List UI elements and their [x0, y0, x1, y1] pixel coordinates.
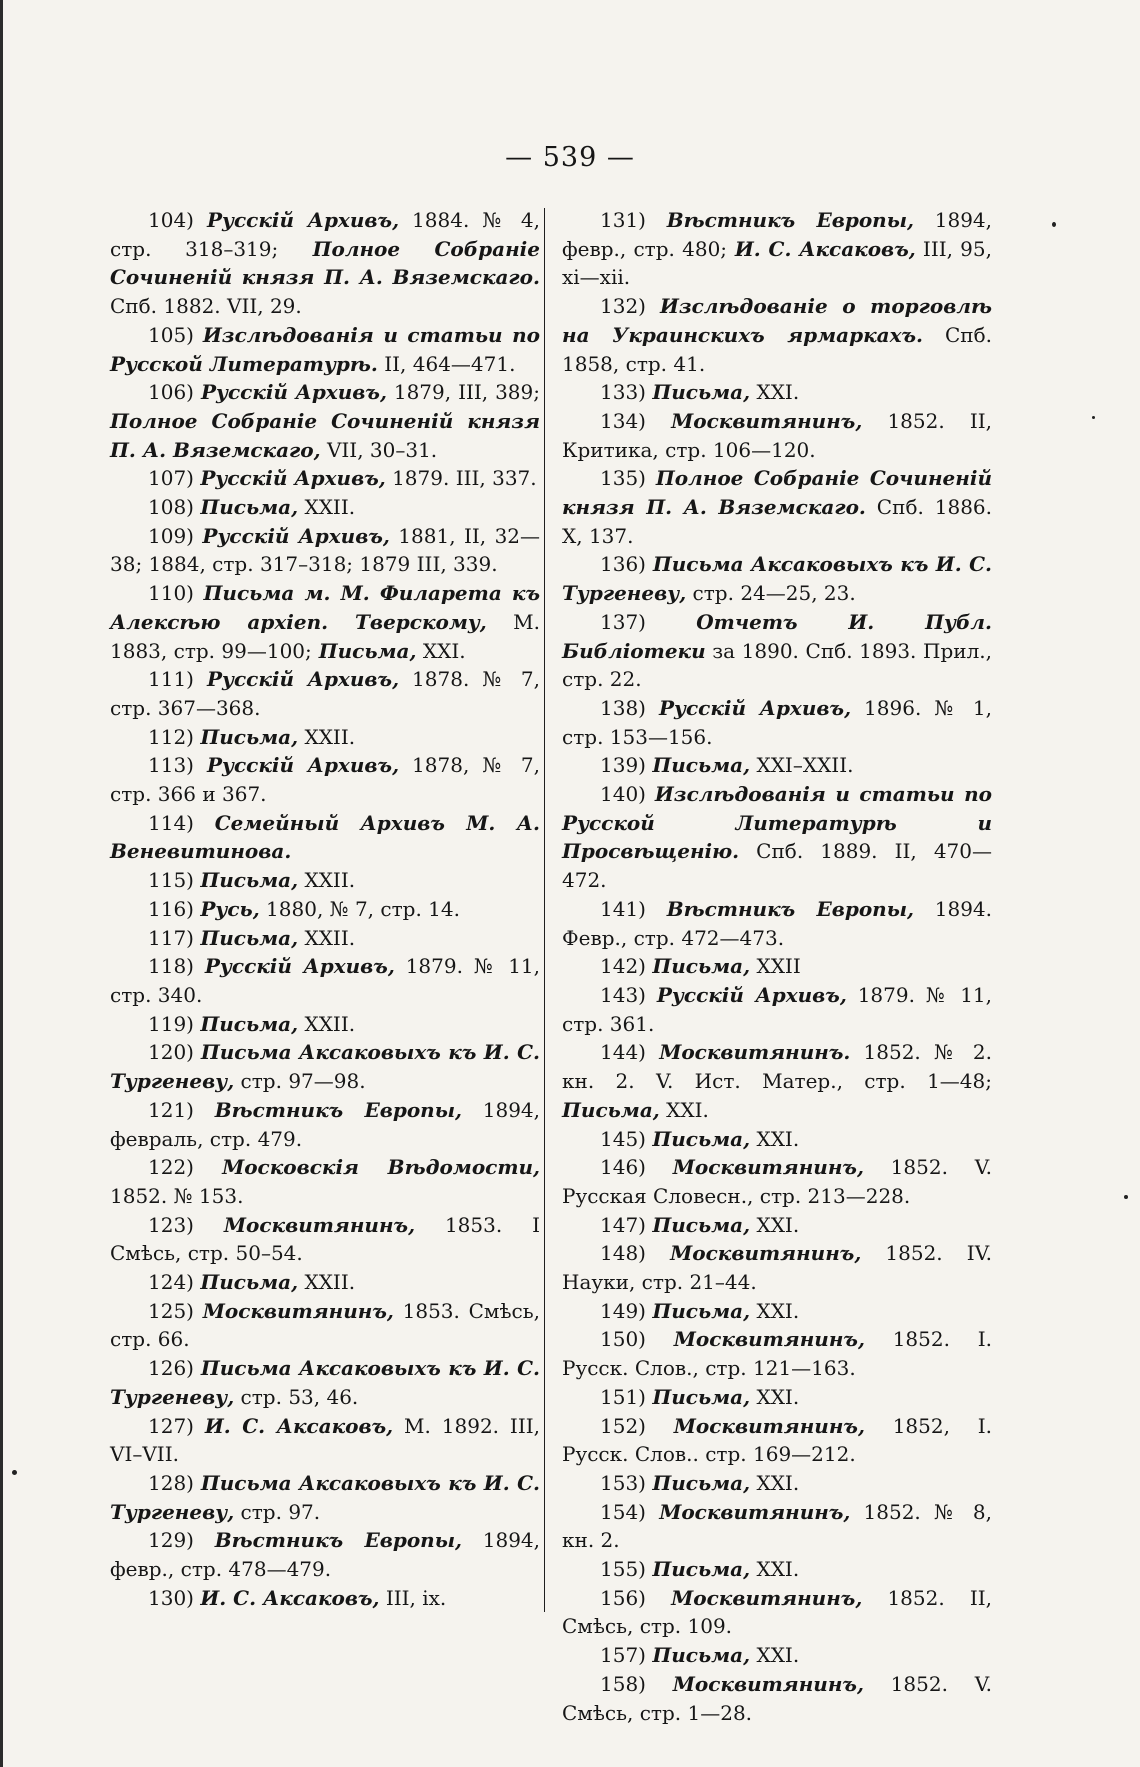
footnote-details: XXII.	[298, 925, 356, 950]
footnote-source: Полное Собраніе Сочиненій князя П. А. Вяземскаго.	[562, 466, 992, 520]
footnote-details: М. 1883, стр. 99—100;	[110, 609, 540, 663]
footnote-entry	[110, 809, 540, 866]
footnote-entry	[562, 1325, 992, 1382]
footnote-number: 141)	[600, 896, 646, 921]
footnote-number: 138)	[600, 695, 646, 720]
footnote-source: Письма,	[652, 1643, 751, 1668]
footnote-details: III, 95, xi—xii.	[562, 236, 992, 290]
footnote-details: XXI.	[750, 1126, 800, 1151]
footnote-entry	[110, 1096, 540, 1153]
footnote-details: XXII.	[298, 495, 356, 520]
footnote-number: 139)	[600, 753, 646, 778]
footnote-details: 1852. II, Критика, стр. 106—120.	[562, 408, 992, 462]
footnote-details: 1853. I Смѣсь, стр. 50–54.	[110, 1212, 541, 1266]
footnote-details: 1852, I. Русск. Слов.. стр. 169—212.	[562, 1413, 992, 1467]
footnote-number: 150)	[600, 1327, 646, 1352]
footnote-entry	[562, 464, 992, 550]
footnote-source: Русскій Архивъ,	[204, 954, 395, 979]
footnote-entry	[110, 866, 540, 895]
footnote-source: Москвитянинъ,	[671, 408, 863, 433]
footnote-details: 1878. № 7, стр. 367—368.	[110, 667, 540, 720]
footnote-entry	[562, 1670, 992, 1727]
footnote-details: 1884. № 4, стр. 318–319;	[110, 208, 540, 261]
ink-speck	[1124, 1195, 1128, 1199]
footnote-number: 127)	[148, 1413, 194, 1438]
footnote-number: 135)	[600, 466, 646, 491]
footnote-source: Письма,	[652, 1298, 751, 1323]
footnote-number: 109)	[148, 523, 194, 548]
footnote-details: XXII.	[298, 1011, 356, 1036]
footnote-number: 145)	[600, 1126, 646, 1151]
footnote-source: Русскій Архивъ,	[200, 380, 387, 405]
footnote-source: И. С. Аксаковъ,	[204, 1413, 394, 1438]
footnote-number: 143)	[600, 982, 646, 1007]
footnote-source: Письма,	[652, 954, 751, 979]
footnote-source: Письма,	[652, 753, 751, 778]
footnote-details: 1879. № 11, стр. 361.	[562, 982, 993, 1036]
footnote-details: XXI.	[750, 1212, 800, 1237]
footnote-source: Москвитянинъ,	[202, 1298, 394, 1323]
footnote-entry	[110, 1010, 540, 1039]
footnote-source: Москвитянинъ,	[673, 1413, 865, 1438]
footnote-source: Вѣстникъ Европы,	[666, 896, 915, 921]
footnote-source: Письма,	[652, 1557, 751, 1582]
footnote-number: 125)	[148, 1298, 194, 1323]
footnote-details: 1852. V. Русская Словесн., стр. 213—228.	[562, 1155, 992, 1208]
footnote-source: Письма,	[200, 1011, 299, 1036]
footnote-details: 1879. III, 337.	[385, 466, 537, 491]
ink-speck	[1052, 222, 1056, 227]
footnote-source: И. С. Аксаковъ,	[200, 1585, 380, 1610]
footnote-source: Письма,	[200, 868, 299, 893]
footnote-entry	[562, 1239, 992, 1296]
footnote-details: 1853. Смѣсь, стр. 66.	[110, 1298, 540, 1352]
footnote-number: 154)	[600, 1499, 646, 1524]
footnote-number: 115)	[148, 868, 194, 893]
footnote-number: 137)	[600, 609, 646, 634]
footnote-number: 156)	[600, 1585, 646, 1610]
footnote-entry	[562, 1498, 992, 1555]
footnote-source: Письма Аксаковыхъ къ И. С. Тургеневу,	[110, 1356, 540, 1409]
footnote-number: 136)	[600, 552, 646, 577]
footnote-source: Русскій Архивъ,	[659, 695, 852, 720]
footnote-entry	[110, 321, 540, 378]
footnote-source: Письма Аксаковыхъ къ И. С. Тургеневу,	[110, 1040, 540, 1094]
footnote-details: XXI.	[750, 380, 800, 405]
footnote-details: 1894, февраль, стр. 479.	[110, 1097, 540, 1151]
footnote-details: XXI.	[750, 1384, 800, 1409]
footnote-entry	[562, 608, 992, 694]
footnote-source: Вѣстникъ Европы,	[214, 1097, 463, 1122]
footnote-source: Семейный Архивъ М. А. Веневитинова.	[110, 810, 540, 864]
footnote-source: Москвитянинъ,	[672, 1671, 864, 1696]
footnote-number: 106)	[148, 380, 194, 405]
footnote-source: Письма,	[562, 1097, 660, 1122]
footnote-details: 1894. Февр., стр. 472—473.	[562, 896, 992, 950]
footnote-details: XXI.	[750, 1643, 800, 1668]
footnote-number: 133)	[600, 380, 646, 405]
footnote-number: 113)	[148, 753, 194, 778]
footnote-entry	[110, 1526, 540, 1583]
footnote-number: 134)	[600, 408, 646, 433]
footnote-entry	[562, 206, 992, 292]
footnote-details: 1881, II, 32—38; 1884, стр. 317–318; 1879 III, 339.	[110, 523, 541, 577]
footnote-details: 1894, февр., стр. 480;	[562, 208, 992, 261]
footnote-number: 104)	[148, 208, 194, 232]
footnote-number: 110)	[148, 581, 194, 606]
footnote-number: 130)	[148, 1585, 194, 1610]
footnote-number: 107)	[148, 466, 194, 491]
footnote-source: Письма,	[200, 925, 299, 950]
left-column	[110, 206, 540, 1612]
footnote-details: XXII.	[298, 724, 356, 749]
footnote-number: 152)	[600, 1413, 646, 1438]
footnote-source: Русскій Архивъ,	[207, 753, 400, 778]
footnote-entry	[562, 780, 992, 895]
footnote-number: 131)	[600, 208, 646, 232]
footnote-source: Письма,	[200, 495, 299, 520]
footnote-entry	[562, 292, 992, 378]
footnote-entry	[110, 1297, 540, 1354]
footnote-source: Полное Собраніе Сочиненій князя П. А. Вяземскаго,	[110, 408, 540, 462]
footnote-number: 117)	[148, 925, 194, 950]
footnote-entry	[562, 751, 992, 780]
footnote-source: Изслѣдованіе о торговлѣ на Украинскихъ ярмаркахъ.	[562, 294, 992, 347]
footnote-details: XXI.	[416, 638, 466, 663]
footnote-number: 147)	[600, 1212, 646, 1237]
footnote-source: Вѣстникъ Европы,	[214, 1528, 463, 1553]
footnote-entry	[110, 1153, 540, 1210]
footnote-details: 1852. № 2. кн. 2. V. Ист. Матер., стр. 1—48;	[562, 1040, 993, 1094]
footnote-entry	[562, 1211, 992, 1240]
footnote-details: III, ix.	[379, 1585, 447, 1610]
footnote-entry	[110, 464, 540, 493]
footnote-entry	[110, 1584, 540, 1613]
footnote-details: 1878, № 7, стр. 366 и 367.	[110, 753, 540, 807]
footnote-number: 144)	[600, 1040, 646, 1065]
footnote-entry	[562, 952, 992, 981]
footnote-entry	[562, 1125, 992, 1154]
footnote-source: Русскій Архивъ,	[656, 982, 847, 1007]
footnote-source: Отчетъ И. Публ. Библіотеки	[562, 609, 993, 663]
footnote-details: 1879, III, 389;	[386, 380, 540, 405]
footnote-source: И. С. Аксаковъ,	[727, 236, 916, 261]
footnote-number: 140)	[600, 782, 646, 807]
footnote-details: 1852. № 8, кн. 2.	[562, 1499, 993, 1553]
footnote-number: 132)	[600, 294, 646, 319]
footnote-entry	[110, 665, 540, 722]
footnote-source: Вѣстникъ Европы,	[666, 208, 915, 232]
footnote-details: XXII	[750, 954, 801, 979]
footnote-source: Москвитянинъ.	[659, 1040, 851, 1065]
footnote-number: 118)	[148, 954, 194, 979]
footnote-number: 105)	[148, 322, 194, 347]
footnote-source: Москвитянинъ,	[671, 1585, 863, 1610]
footnote-source: Письма,	[652, 1212, 751, 1237]
footnote-source: Русскій Архивъ,	[200, 466, 386, 491]
footnote-details: стр. 97—98.	[234, 1069, 366, 1094]
footnote-entry	[562, 407, 992, 464]
footnote-details: стр. 53, 46.	[234, 1384, 359, 1409]
footnote-number: 108)	[148, 495, 194, 520]
footnote-source: Письма м. М. Филарета къ Алексѣю архіеп. Тверскому,	[110, 581, 540, 634]
column-divider	[544, 208, 545, 1612]
footnote-details: за 1890. Спб. 1893. Прил., стр. 22.	[562, 638, 992, 692]
footnote-number: 153)	[600, 1470, 646, 1495]
footnote-number: 151)	[600, 1384, 646, 1409]
footnote-source: Москвитянинъ,	[673, 1327, 865, 1352]
footnote-entry	[110, 1038, 540, 1095]
footnote-source: Изслѣдованія и статьи по Русской Литературѣ и Просвѣщенію.	[562, 782, 992, 864]
footnote-number: 120)	[148, 1040, 194, 1065]
footnote-number: 155)	[600, 1557, 646, 1582]
footnote-entry	[562, 1038, 992, 1124]
footnote-entry	[562, 378, 992, 407]
footnote-source: Москвитянинъ,	[659, 1499, 851, 1524]
footnote-details: 1894, февр., стр. 478—479.	[110, 1528, 540, 1582]
footnote-source: Москвитянинъ,	[670, 1241, 862, 1266]
footnote-details: Спб. 1882. VII, 29.	[110, 294, 302, 319]
footnote-source: Москвитянинъ,	[672, 1155, 864, 1180]
footnote-number: 111)	[148, 667, 194, 692]
footnote-entry	[110, 895, 540, 924]
footnote-source: Письма Аксаковыхъ къ И. С. Тургеневу,	[562, 552, 992, 606]
footnote-entry	[562, 1153, 992, 1210]
footnote-details: Спб. 1886. X, 137.	[562, 495, 992, 548]
footnote-details: 1896. № 1, стр. 153—156.	[562, 695, 992, 749]
footnote-number: 116)	[148, 896, 194, 921]
footnote-entry	[562, 1297, 992, 1326]
footnote-number: 112)	[148, 724, 194, 749]
footnote-details: 1852. V. Смѣсь, стр. 1—28.	[562, 1671, 992, 1725]
footnote-details: XXI.	[750, 1298, 800, 1323]
footnote-entry	[110, 1268, 540, 1297]
footnote-entry	[562, 895, 992, 952]
footnote-entry	[562, 981, 992, 1038]
footnote-details: Спб. 1889. II, 470—472.	[562, 839, 992, 893]
footnote-entry	[110, 522, 540, 579]
footnote-number: 148)	[600, 1241, 646, 1266]
footnote-details: 1852. I. Русск. Слов., стр. 121—163.	[562, 1327, 992, 1381]
footnote-entry	[110, 723, 540, 752]
footnote-entry	[110, 751, 540, 808]
footnote-number: 123)	[148, 1212, 194, 1237]
footnote-source: Русскій Архивъ,	[207, 667, 400, 692]
footnote-number: 157)	[600, 1643, 646, 1668]
footnote-source: Письма,	[311, 638, 417, 663]
footnote-source: Письма,	[652, 1384, 751, 1409]
footnote-number: 129)	[148, 1528, 194, 1553]
footnote-number: 158)	[600, 1671, 646, 1696]
ink-speck	[12, 1470, 17, 1475]
footnote-number: 124)	[148, 1270, 194, 1295]
footnote-number: 128)	[148, 1470, 194, 1495]
footnote-details: XXII.	[298, 868, 356, 893]
footnote-entry	[562, 1383, 992, 1412]
footnote-source: Полное Собраніе Сочиненій князя П. А. Вяземскаго.	[110, 236, 540, 290]
page-edge	[0, 0, 3, 1767]
right-column	[562, 206, 992, 1727]
footnote-details: 1852. II, Смѣсь, стр. 109.	[562, 1585, 992, 1639]
footnote-details: XXI–XXII.	[750, 753, 854, 778]
footnote-number: 146)	[600, 1155, 646, 1180]
footnote-number: 142)	[600, 954, 646, 979]
footnote-source: Письма,	[652, 1126, 751, 1151]
page-number: — 539 —	[505, 142, 635, 173]
footnote-entry	[562, 1584, 992, 1641]
footnote-entry	[110, 1469, 540, 1526]
ink-speck	[1092, 416, 1095, 419]
footnote-entry	[110, 1354, 540, 1411]
footnote-details: XXI.	[659, 1097, 709, 1122]
footnote-entry	[110, 952, 540, 1009]
footnote-source: Русь,	[200, 896, 260, 921]
footnote-number: 126)	[148, 1356, 194, 1381]
footnote-details: XXII.	[298, 1270, 356, 1295]
footnote-number: 114)	[148, 810, 194, 835]
footnote-number: 149)	[600, 1298, 646, 1323]
footnote-source: Изслѣдованія и статьи по Русской Литературѣ.	[110, 322, 540, 376]
footnote-number: 122)	[148, 1155, 194, 1180]
footnote-entry	[562, 1555, 992, 1584]
footnote-details: XXI.	[750, 1557, 800, 1582]
footnote-number: 119)	[148, 1011, 194, 1036]
footnote-source: Письма,	[200, 1270, 299, 1295]
footnote-details: стр. 24—25, 23.	[686, 581, 856, 606]
footnote-source: Русскій Архивъ,	[207, 208, 400, 232]
footnote-entry	[562, 1412, 992, 1469]
footnote-details: 1852. № 153.	[110, 1183, 244, 1208]
footnote-entry	[110, 206, 540, 321]
footnote-entry	[110, 579, 540, 665]
footnote-source: Москвитянинъ,	[223, 1212, 416, 1237]
footnote-entry	[110, 1412, 540, 1469]
footnote-entry	[110, 1211, 540, 1268]
footnote-details: стр. 97.	[234, 1499, 321, 1524]
footnote-source: Письма,	[200, 724, 299, 749]
footnote-source: Московскія Вѣдомости,	[222, 1155, 541, 1180]
footnote-details: 1879. № 11, стр. 340.	[110, 954, 541, 1007]
footnote-details: XXI.	[750, 1470, 800, 1495]
footnote-source: Письма Аксаковыхъ къ И. С. Тургеневу,	[110, 1470, 540, 1524]
footnote-source: Русскій Архивъ,	[202, 523, 390, 548]
footnote-entry	[562, 694, 992, 751]
footnote-entry	[110, 924, 540, 953]
footnote-details: Спб. 1858, стр. 41.	[562, 322, 993, 376]
footnote-details: 1852. IV. Науки, стр. 21–44.	[562, 1241, 992, 1295]
footnote-source: Письма,	[652, 1470, 751, 1495]
footnote-source: Письма,	[652, 380, 751, 405]
footnote-details: VII, 30–31.	[320, 437, 438, 462]
footnote-number: 121)	[148, 1097, 194, 1122]
footnote-details: М. 1892. III, VI–VII.	[110, 1413, 540, 1467]
footnote-entry	[562, 1641, 992, 1670]
footnote-details: II, 464—471.	[377, 351, 516, 376]
footnote-entry	[562, 1469, 992, 1498]
footnote-entry	[110, 378, 540, 464]
footnote-entry	[562, 550, 992, 607]
footnote-entry	[110, 493, 540, 522]
footnote-details: 1880, № 7, стр. 14.	[259, 896, 460, 921]
